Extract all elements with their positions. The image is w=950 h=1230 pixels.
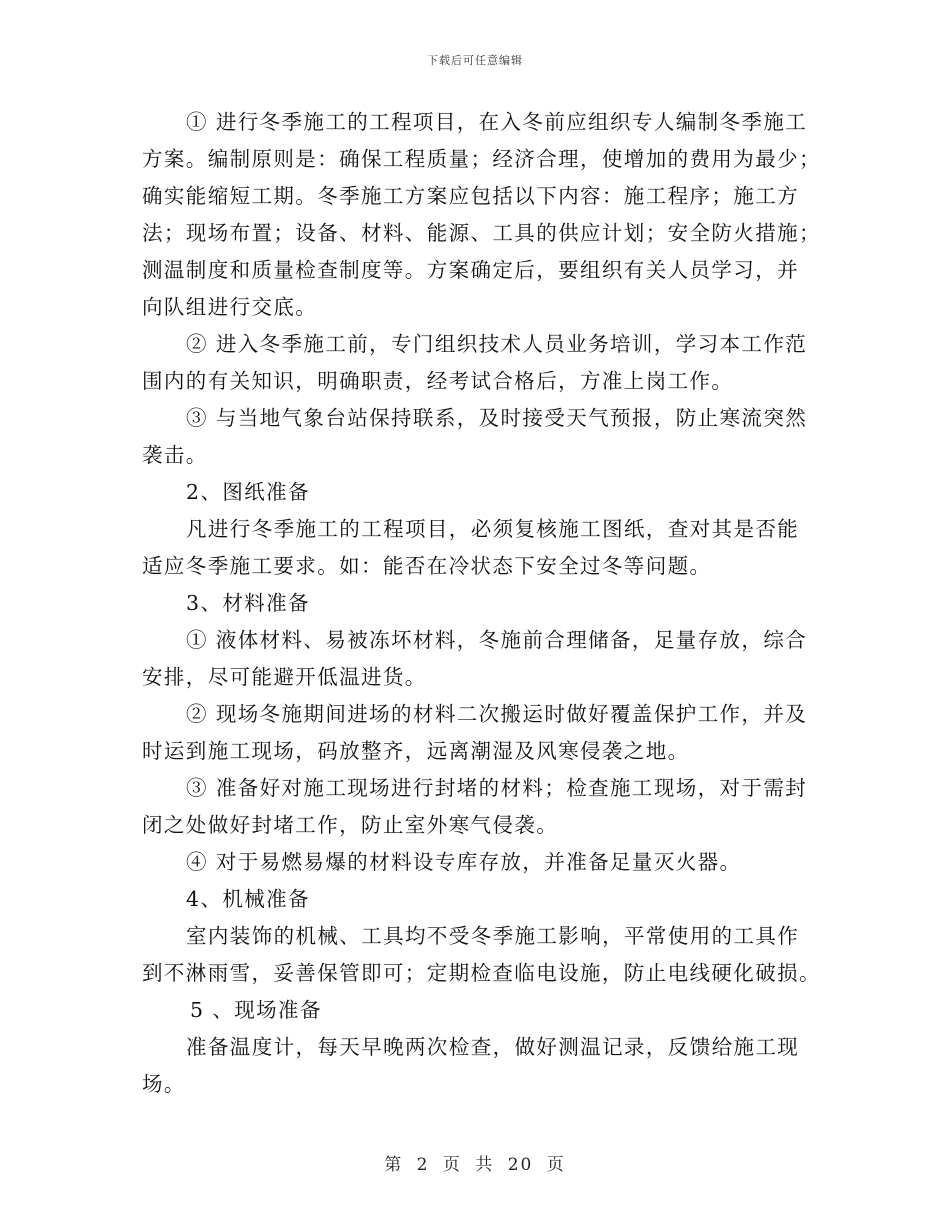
text-line: 袭击。 bbox=[142, 443, 208, 467]
text-line: 3、材料准备 bbox=[186, 591, 310, 615]
text-line: ② 现场冬施期间进场的材料二次搬运时做好覆盖保护工作，并及 bbox=[186, 702, 808, 726]
text-line: 适应冬季施工要求。如：能否在冷状态下安全过冬等问题。 bbox=[142, 554, 712, 578]
text-line: ① 液体材料、易被冻坏材料，冬施前合理储备，足量存放，综合 bbox=[186, 628, 808, 652]
document-body bbox=[142, 104, 821, 1103]
text-line: 方案。编制原则是：确保工程质量；经济合理，使增加的费用为最少； bbox=[142, 147, 821, 171]
text-line: 准备温度计，每天早晚两次检查，做好测温记录，反馈给施工现 bbox=[186, 1035, 800, 1059]
text-line: 测温制度和质量检查制度等。方案确定后，要组织有关人员学习，并 bbox=[142, 258, 799, 282]
text-line: 凡进行冬季施工的工程项目，必须复核施工图纸，查对其是否能 bbox=[186, 517, 800, 541]
text-line: 围内的有关知识，明确职责，经考试合格后，方准上岗工作。 bbox=[142, 369, 734, 393]
text-line: 5 、现场准备 bbox=[190, 998, 322, 1022]
text-line: ③ 准备好对施工现场进行封堵的材料；检查施工现场，对于需封 bbox=[186, 776, 808, 800]
text-line: ④ 对于易燃易爆的材料设专库存放，并准备足量灭火器。 bbox=[186, 850, 742, 874]
text-line: 场。 bbox=[142, 1072, 186, 1096]
text-line: ② 进入冬季施工前，专门组织技术人员业务培训，学习本工作范 bbox=[186, 332, 808, 356]
text-line: 时运到施工现场，码放整齐，远离潮湿及风寒侵袭之地。 bbox=[142, 739, 690, 763]
text-line: 法；现场布置；设备、材料、能源、工具的供应计划；安全防火措施； bbox=[142, 221, 821, 245]
text-line: ① 进行冬季施工的工程项目，在入冬前应组织专人编制冬季施工 bbox=[186, 110, 808, 134]
text-line: 确实能缩短工期。冬季施工方案应包括以下内容：施工程序；施工方 bbox=[142, 184, 799, 208]
text-line: 安排，尽可能避开低温进货。 bbox=[142, 665, 427, 689]
text-line: 闭之处做好封堵工作，防止室外寒气侵袭。 bbox=[142, 813, 559, 837]
text-line: 4、机械准备 bbox=[186, 887, 310, 911]
text-line: ③ 与当地气象台站保持联系，及时接受天气预报，防止寒流突然 bbox=[186, 406, 808, 430]
page-header: 下载后可任意编辑 bbox=[427, 54, 523, 67]
text-line: 向队组进行交底。 bbox=[142, 295, 318, 319]
text-line: 到不淋雨雪，妥善保管即可；定期检查临电设施，防止电线硬化破损。 bbox=[142, 961, 821, 985]
text-line: 室内装饰的机械、工具均不受冬季施工影响，平常使用的工具作 bbox=[186, 924, 800, 948]
text-line: 2、图纸准备 bbox=[186, 480, 310, 504]
page-footer: 第 2 页 共 20 页 bbox=[384, 1155, 566, 1175]
